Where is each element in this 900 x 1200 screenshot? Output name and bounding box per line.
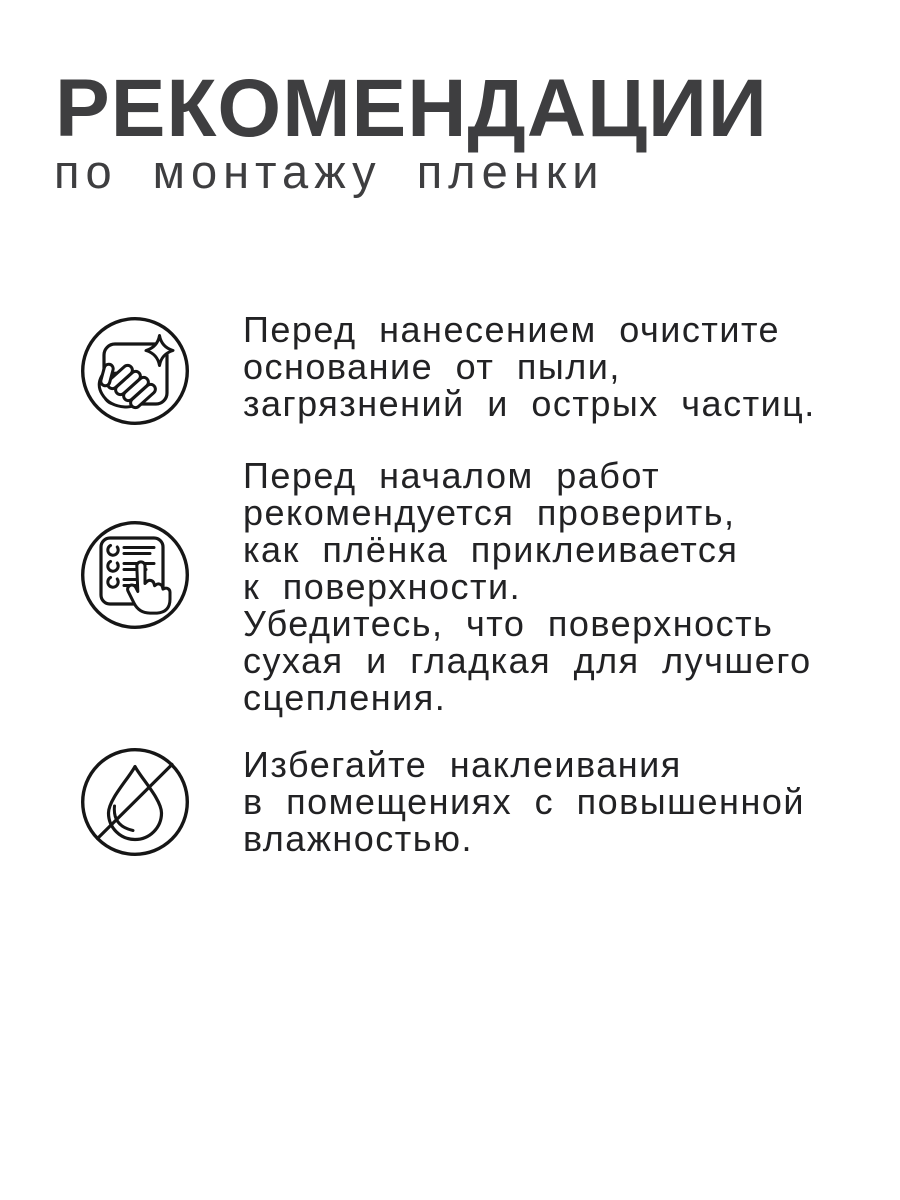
clean-surface-icon bbox=[80, 316, 190, 426]
text-line: рекомендуется проверить, bbox=[243, 492, 736, 533]
checklist-test-icon bbox=[80, 520, 190, 630]
text-line: Избегайте наклеивания bbox=[243, 744, 682, 785]
page-title: РЕКОМЕНДАЦИИ bbox=[55, 63, 768, 154]
page-subtitle: по монтажу пленки bbox=[54, 145, 605, 198]
text-line: Убедитесь, что поверхность bbox=[243, 603, 774, 644]
text-line: как плёнка приклеивается bbox=[243, 529, 739, 570]
recommendation-humidity-text bbox=[243, 746, 805, 857]
text-line: Перед началом работ bbox=[243, 455, 661, 496]
text-line: сухая и гладкая для лучшего bbox=[243, 640, 812, 681]
text-line: сцепления. bbox=[243, 677, 447, 718]
recommendation-clean-text bbox=[243, 311, 816, 422]
text-line: Перед нанесением очистите bbox=[243, 309, 781, 350]
text-line: влажностью. bbox=[243, 818, 474, 859]
text-line: основание от пыли, bbox=[243, 346, 621, 387]
text-line: к поверхности. bbox=[243, 566, 522, 607]
text-line: загрязнений и острых частиц. bbox=[243, 383, 816, 424]
recommendation-test-text bbox=[243, 457, 812, 716]
no-humidity-icon bbox=[80, 747, 190, 857]
text-line: в помещениях с повышенной bbox=[243, 781, 805, 822]
